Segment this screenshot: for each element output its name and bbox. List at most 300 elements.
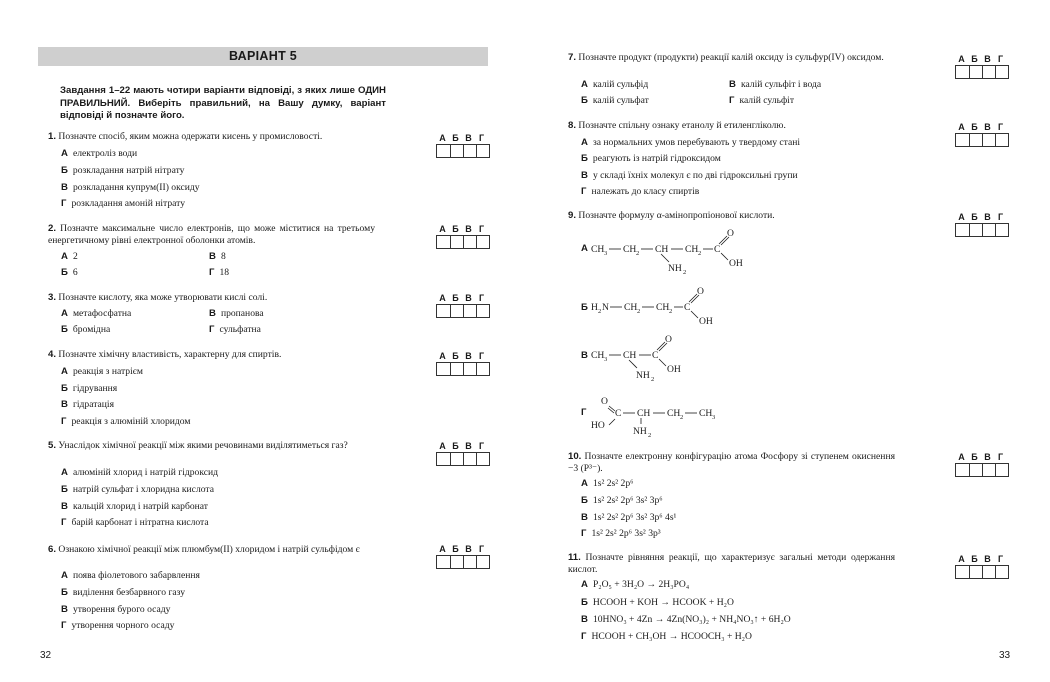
option-text: утворення бурого осаду <box>72 604 171 615</box>
option-letter: А <box>61 308 68 319</box>
formula-text: CH <box>623 350 637 361</box>
option-В <box>729 79 821 90</box>
option-А <box>61 308 131 319</box>
answer-letter: В <box>465 224 472 234</box>
option-А <box>61 148 137 159</box>
answer-letters <box>436 224 492 235</box>
option-letter: Г <box>61 198 67 209</box>
formula-text: OH <box>729 258 743 269</box>
answer-cell-Г[interactable] <box>476 305 489 317</box>
option-В <box>581 170 798 181</box>
answer-letter: Г <box>997 54 1004 64</box>
answer-letter: А <box>958 122 965 132</box>
answer-letter: А <box>958 554 965 564</box>
answer-cell-Г[interactable] <box>476 453 489 465</box>
option-Г <box>581 528 661 539</box>
answer-letter: Б <box>971 212 978 222</box>
option-А <box>61 366 143 377</box>
formula-text: CH <box>623 244 637 255</box>
answer-letter: В <box>465 544 472 554</box>
variant-header: ВАРІАНТ 5 <box>38 47 488 66</box>
option-В <box>61 604 170 615</box>
question-number: 9. <box>568 210 577 221</box>
answer-letter: В <box>465 293 472 303</box>
answer-letter: Б <box>971 54 978 64</box>
question-stem <box>568 210 895 222</box>
question-text: Позначте хімічну властивість, характерну для спиртів. <box>56 349 282 360</box>
option-letter: В <box>581 170 588 181</box>
option-А <box>581 579 689 590</box>
formula-9d <box>591 392 741 443</box>
option-letter: В <box>61 604 68 615</box>
formula-9a <box>591 228 751 277</box>
answer-letter: В <box>465 351 472 361</box>
option-text: пропанова <box>220 308 264 319</box>
option-Г <box>209 324 261 335</box>
answer-letters <box>436 293 492 304</box>
option-В <box>61 182 200 193</box>
question-stem <box>568 552 895 576</box>
option-text: калій сульфіт <box>739 95 795 106</box>
answer-letter: Г <box>997 554 1004 564</box>
answer-letter: Б <box>452 544 459 554</box>
formula-text: C <box>652 350 659 361</box>
question-stem <box>568 52 895 64</box>
question-number: 1. <box>48 131 57 142</box>
option-letter: А <box>61 570 68 581</box>
option-А <box>61 467 218 478</box>
bond-line <box>608 408 614 413</box>
bond-line <box>629 360 637 368</box>
answer-cell-А[interactable] <box>956 134 969 146</box>
option-letter: В <box>729 79 736 90</box>
option-letter: Б <box>581 597 588 608</box>
option-Б <box>61 587 185 598</box>
answer-cells <box>955 65 1009 79</box>
option-text: кальцій хлорид і натрій карбонат <box>72 501 208 512</box>
answer-letter: Б <box>971 122 978 132</box>
answer-cell-А[interactable] <box>956 464 969 476</box>
answer-cells <box>436 362 490 376</box>
answer-cells <box>436 304 490 318</box>
option-letter: Б <box>581 302 588 313</box>
option-text: калій сульфат <box>592 95 649 106</box>
answer-cell-Г[interactable] <box>995 464 1008 476</box>
option-letter: Б <box>61 165 68 176</box>
option-letter: В <box>581 614 588 625</box>
formula-text: CH <box>656 302 670 313</box>
answer-letter: Б <box>452 224 459 234</box>
option-letter: Г <box>209 324 215 335</box>
answer-cell-Б[interactable] <box>450 305 463 317</box>
answer-cell-А[interactable] <box>437 236 450 248</box>
answer-letter: Г <box>478 544 485 554</box>
option-letter: А <box>581 137 588 148</box>
option-letter: А <box>61 148 68 159</box>
answer-cells <box>955 223 1009 237</box>
question-text: Позначте кислоту, яка може утворювати кислі солі. <box>56 292 268 303</box>
option-text: реакція з алюміній хлоридом <box>71 416 191 427</box>
answer-cell-Г[interactable] <box>476 363 489 375</box>
option-letter: Б <box>61 484 68 495</box>
bond-line <box>721 253 728 260</box>
answer-cell-Г[interactable] <box>995 566 1008 578</box>
page-number-right: 33 <box>999 650 1011 661</box>
formula-text: OH <box>667 364 681 375</box>
option-В <box>209 308 264 319</box>
option-letter: Б <box>581 495 588 506</box>
answer-cells <box>436 452 490 466</box>
option-text: 18 <box>219 267 230 278</box>
question-text: Позначте електронну конфігурацію атома Фосфору зі ступенем окиснення −3 (Р³⁻). <box>568 451 895 475</box>
question-stem <box>48 131 375 143</box>
formula-text: CH <box>624 302 638 313</box>
bond-line <box>691 311 698 318</box>
question-text: Позначте спосіб, яким можна одержати кисень у промисловості. <box>56 131 323 142</box>
option-letter: Г <box>61 620 67 631</box>
formula-text: 2 <box>680 414 684 421</box>
question-number: 4. <box>48 349 57 360</box>
formula-9c <box>591 336 711 387</box>
option-text: бромідна <box>72 324 111 335</box>
formula-9a-svg <box>591 228 751 274</box>
formula-text: N <box>602 302 609 313</box>
option-text: у складі їхніх молекул є по дві гідроксильні групи <box>592 170 798 181</box>
formula-9b <box>591 288 741 331</box>
answer-letter: В <box>984 212 991 222</box>
answer-cell-Б[interactable] <box>969 134 982 146</box>
option-Б <box>61 165 184 176</box>
option-Б <box>61 484 214 495</box>
option-letter: А <box>581 579 588 590</box>
formula-text: HO <box>591 420 605 431</box>
formula-text: 2 <box>669 308 673 315</box>
formula-text: C <box>714 244 721 255</box>
option-letter: А <box>61 251 68 262</box>
option-В <box>61 399 114 410</box>
answer-letters <box>436 441 492 452</box>
question-number: 3. <box>48 292 57 303</box>
answer-cell-В[interactable] <box>982 224 995 236</box>
option-text: натрій сульфат і хлоридна кислота <box>72 484 214 495</box>
answer-cell-Б[interactable] <box>450 453 463 465</box>
answer-letter: Б <box>452 293 459 303</box>
option-Г <box>729 95 794 106</box>
answer-letter: А <box>439 133 446 143</box>
formula-text: O <box>697 286 704 297</box>
option-text: утворення чорного осаду <box>71 620 175 631</box>
answer-cell-А[interactable] <box>956 224 969 236</box>
answer-cell-В[interactable] <box>463 145 476 157</box>
answer-cell-Г[interactable] <box>476 145 489 157</box>
option-В <box>581 512 676 523</box>
answer-letter: В <box>984 122 991 132</box>
formula-9c-svg <box>591 336 711 384</box>
option-А <box>61 251 78 262</box>
question-stem <box>568 120 895 132</box>
option-text: 6 <box>72 267 78 278</box>
option-letter: В <box>61 501 68 512</box>
answer-letter: Г <box>478 441 485 451</box>
answer-cell-В[interactable] <box>463 556 476 568</box>
answer-cells <box>436 555 490 569</box>
option-Г <box>61 620 174 631</box>
answer-cell-А[interactable] <box>956 66 969 78</box>
answer-cell-Б[interactable] <box>969 566 982 578</box>
option-Б <box>581 597 734 608</box>
option-letter: Г <box>581 631 587 642</box>
answer-letter: Б <box>971 554 978 564</box>
answer-letter: Г <box>997 452 1004 462</box>
answer-letter: Г <box>478 351 485 361</box>
option-text: барій карбонат і нітратна кислота <box>71 517 209 528</box>
formula-text: H <box>591 302 598 313</box>
option-text: поява фіолетового забарвлення <box>72 570 200 581</box>
question-number: 5. <box>48 440 57 451</box>
option-letter: Б <box>581 153 588 164</box>
formula-9b-svg <box>591 288 741 328</box>
answer-letter: А <box>958 212 965 222</box>
option-text: гідрування <box>72 383 118 394</box>
option-letter: А <box>581 243 588 254</box>
option-text: калій сульфіт і вода <box>740 79 822 90</box>
option-text: гідратація <box>72 399 115 410</box>
question-stem <box>48 349 375 361</box>
answer-cell-А[interactable] <box>956 566 969 578</box>
option-text: метафосфатна <box>72 308 132 319</box>
option-letter: Г <box>61 517 67 528</box>
answer-letter: Б <box>452 441 459 451</box>
option-letter: А <box>61 467 68 478</box>
formula-text: CH <box>699 408 713 419</box>
answer-cell-В[interactable] <box>982 566 995 578</box>
answer-letter: Г <box>478 293 485 303</box>
option-letter: В <box>581 350 588 361</box>
answer-letter: А <box>439 441 446 451</box>
formula-text: O <box>601 396 608 407</box>
answer-cells <box>955 565 1009 579</box>
question-text: Позначте спільну ознаку етанолу й етиленгліколю. <box>576 120 786 131</box>
question-stem <box>48 223 375 247</box>
option-letter: А <box>581 478 588 489</box>
formula-9d-svg <box>591 392 741 440</box>
option-letter: Б <box>61 383 68 394</box>
option-В <box>61 501 208 512</box>
option-letter: Б <box>61 324 68 335</box>
option-letter: Г <box>61 416 67 427</box>
answer-cell-Г[interactable] <box>995 224 1008 236</box>
answer-letter: В <box>465 441 472 451</box>
formula-text: NH <box>668 263 682 274</box>
option-text: P₂O₅ + 3H₂O → 2H₃PO₄ <box>592 579 690 590</box>
formula-text: 2 <box>598 308 602 315</box>
answer-cell-Г[interactable] <box>476 556 489 568</box>
answer-letter: Г <box>478 133 485 143</box>
formula-text: CH <box>667 408 681 419</box>
answer-letters <box>436 544 492 555</box>
answer-letter: Б <box>971 452 978 462</box>
option-text: за нормальних умов перебувають у твердому стані <box>592 137 801 148</box>
option-text: розкладання купрум(ІІ) оксиду <box>72 182 200 193</box>
answer-cell-А[interactable] <box>437 305 450 317</box>
answer-cell-А[interactable] <box>437 556 450 568</box>
option-Г <box>61 517 209 528</box>
answer-cell-Б[interactable] <box>450 363 463 375</box>
answer-letter: А <box>958 54 965 64</box>
answer-cell-Б[interactable] <box>450 145 463 157</box>
option-Б <box>61 383 117 394</box>
formula-text: 2 <box>648 432 652 439</box>
formula-text: NH <box>636 370 650 381</box>
answer-cell-Б[interactable] <box>969 66 982 78</box>
answer-letter: А <box>439 544 446 554</box>
option-А <box>581 478 634 489</box>
option-Б <box>581 495 663 506</box>
answer-letter: В <box>465 133 472 143</box>
formula-text: 3 <box>712 414 716 421</box>
formula-text: 3 <box>604 356 608 363</box>
answer-letter: А <box>439 351 446 361</box>
question-text: Позначте формулу α-амінопропіонової кислоти. <box>576 210 775 221</box>
answer-letter: В <box>984 554 991 564</box>
option-Г <box>581 631 752 642</box>
option-text: реакція з натрієм <box>72 366 143 377</box>
answer-cell-Г[interactable] <box>995 134 1008 146</box>
bond-line <box>661 254 669 262</box>
option-Г <box>61 416 190 427</box>
option-text: 2 <box>72 251 78 262</box>
formula-text: C <box>684 302 691 313</box>
answer-letter: Б <box>452 133 459 143</box>
question-number: 6. <box>48 544 57 555</box>
question-stem <box>48 440 375 452</box>
answer-letter: В <box>984 452 991 462</box>
bond-line <box>659 359 666 366</box>
formula-text: 2 <box>636 250 640 257</box>
instructions-text: Завдання 1–22 мають чотири варіанти відповіді, з яких лише ОДИН ПРАВИЛЬНИЙ. Виберіть правильний, на Вашу думку, варіант відповіді й позначте його. <box>60 85 386 121</box>
option-А <box>61 570 200 581</box>
option-text: HCOOH + CH₃OH → HCOOCH₃ + H₂O <box>591 631 752 642</box>
option-Г <box>581 186 699 197</box>
answer-cell-Б[interactable] <box>969 224 982 236</box>
option-text: сульфатна <box>219 324 261 335</box>
option-letter: Г <box>581 407 587 418</box>
answer-cell-А[interactable] <box>437 453 450 465</box>
option-text: 10HNO₃ + 4Zn → 4Zn(NO₃)₂ + NH₄NO₃↑ + 6H₂O <box>592 614 791 625</box>
option-letter: В <box>209 251 216 262</box>
option-letter: Г <box>581 186 587 197</box>
option-text: 1s² 2s² 2p⁶ 3s² 3p⁶ <box>592 495 663 506</box>
answer-cells <box>955 463 1009 477</box>
answer-letter: А <box>439 293 446 303</box>
question-text: Позначте максимальне число електронів, що може міститися на третьому енергетичному рівні електронної оболонки атомів. <box>48 223 375 247</box>
answer-cell-В[interactable] <box>982 464 995 476</box>
option-В <box>581 614 791 625</box>
question-number: 11. <box>568 552 581 563</box>
option-letter: Б <box>61 587 68 598</box>
answer-letters <box>436 133 492 144</box>
question-text: Унаслідок хімічної реакції між якими речовинами виділятиметься газ? <box>56 440 348 451</box>
formula-text: O <box>727 228 734 239</box>
answer-letters <box>955 554 1011 565</box>
bond-line <box>609 419 615 425</box>
option-letter: В <box>61 182 68 193</box>
answer-cell-А[interactable] <box>437 363 450 375</box>
question-number: 8. <box>568 120 577 131</box>
option-Б <box>581 153 721 164</box>
answer-cell-Г[interactable] <box>995 66 1008 78</box>
answer-cell-В[interactable] <box>463 453 476 465</box>
option-letter: В <box>61 399 68 410</box>
formula-text: 2 <box>683 269 687 276</box>
formula-text: OH <box>699 316 713 327</box>
question-stem <box>48 544 375 556</box>
question-text: Позначте рівняння реакції, що характеризує загальні методи одержання кислот. <box>568 552 895 576</box>
answer-cell-В[interactable] <box>982 134 995 146</box>
formula-text: CH <box>637 408 651 419</box>
formula-text: 2 <box>637 308 641 315</box>
option-В <box>209 251 226 262</box>
option-letter: А <box>61 366 68 377</box>
option-Г <box>581 407 591 418</box>
answer-cell-Г[interactable] <box>476 236 489 248</box>
answer-cells <box>436 144 490 158</box>
answer-cell-В[interactable] <box>463 305 476 317</box>
answer-letters <box>955 54 1011 65</box>
option-text: калій сульфід <box>592 79 649 90</box>
answer-cell-Б[interactable] <box>969 464 982 476</box>
option-Б <box>61 267 78 278</box>
option-Г <box>61 198 185 209</box>
question-number: 7. <box>568 52 577 63</box>
option-letter: Б <box>61 267 68 278</box>
option-text: 8 <box>220 251 226 262</box>
option-letter: В <box>581 512 588 523</box>
option-text: HCOOH + KOH → HCOOK + H₂O <box>592 597 734 608</box>
answer-letter: Г <box>997 122 1004 132</box>
option-letter: В <box>209 308 216 319</box>
option-text: розкладання амоній нітрату <box>71 198 185 209</box>
option-Г <box>209 267 229 278</box>
question-stem <box>48 292 375 304</box>
answer-letter: Г <box>478 224 485 234</box>
option-letter: Б <box>581 95 588 106</box>
formula-text: 2 <box>651 376 655 383</box>
answer-letter: Б <box>452 351 459 361</box>
answer-letter: А <box>439 224 446 234</box>
formula-text: CH <box>591 244 605 255</box>
formula-text: 2 <box>698 250 702 257</box>
formula-text: NH <box>633 426 647 437</box>
answer-cell-В[interactable] <box>463 236 476 248</box>
answer-letters <box>436 351 492 362</box>
option-text: реагують із натрій гідроксидом <box>592 153 721 164</box>
answer-letters <box>955 452 1011 463</box>
question-number: 10. <box>568 451 582 462</box>
option-letter: Г <box>581 528 587 539</box>
answer-cells <box>436 235 490 249</box>
question-number: 2. <box>48 223 57 234</box>
answer-cell-В[interactable] <box>982 66 995 78</box>
answer-cell-Б[interactable] <box>450 556 463 568</box>
answer-cell-В[interactable] <box>463 363 476 375</box>
option-text: 1s² 2s² 2p⁶ <box>592 478 634 489</box>
option-А <box>581 79 648 90</box>
answer-cell-А[interactable] <box>437 145 450 157</box>
answer-cell-Б[interactable] <box>450 236 463 248</box>
option-text: розкладання натрій нітрату <box>72 165 185 176</box>
question-text: Ознакою хімічної реакції між плюмбум(ІІ) хлоридом і натрій сульфідом є <box>56 544 360 555</box>
